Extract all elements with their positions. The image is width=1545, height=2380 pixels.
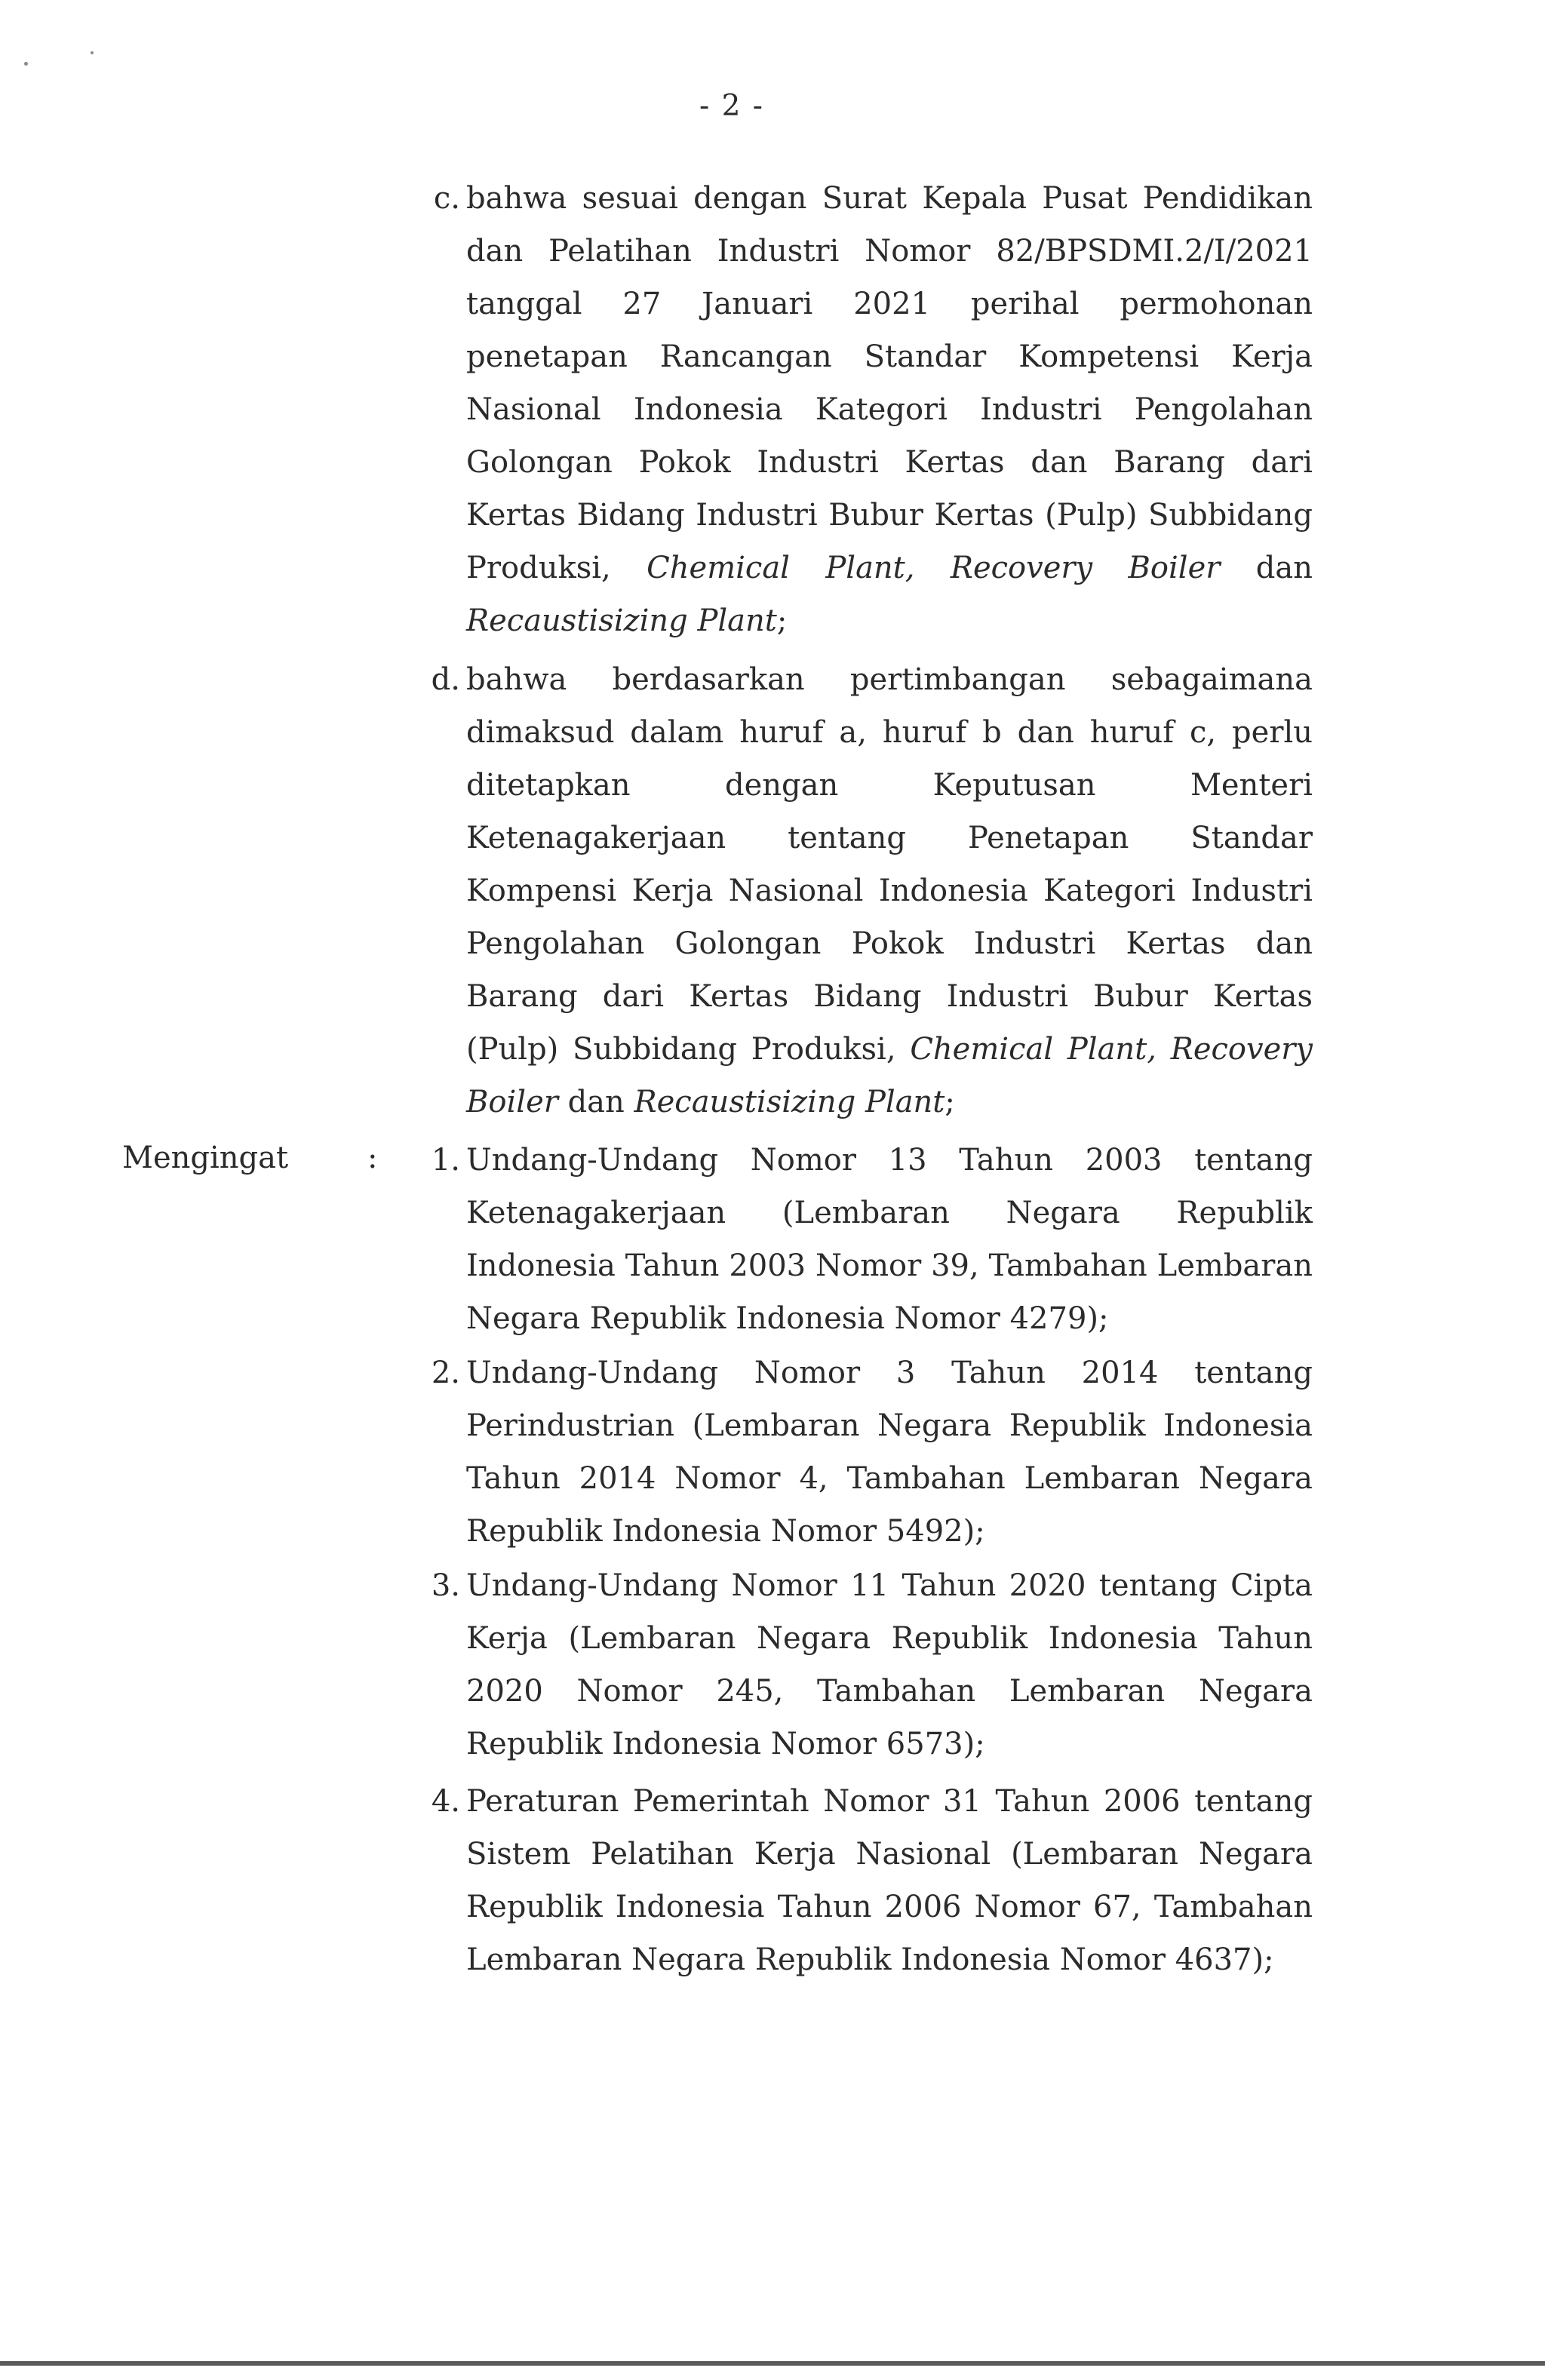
list-item: [407, 1347, 1313, 1558]
item-text: Peraturan Pemerintah Nomor 31 Tahun 2006 tentang Sistem Pelatihan Kerja Nasional (Lembaran Negara Republik Indonesia Tahun 2006 Nomor 67, Tambahan Lembaran Negara Republik Indonesia Nomor 4637);: [466, 1784, 1313, 1977]
list-item: [407, 1134, 1313, 1345]
page-number: - 2 -: [699, 89, 764, 123]
consideration-d: [407, 653, 1313, 1129]
item-text: Undang-Undang Nomor 3 Tahun 2014 tentang Perindustrian (Lembaran Negara Republik Indonesia Tahun 2014 Nomor 4, Tambahan Lembaran Negara Republik Indonesia Nomor 5492);: [466, 1356, 1313, 1549]
list-item: [407, 653, 1313, 1129]
law-item-2: [407, 1347, 1313, 1558]
item-marker: 1.: [431, 1143, 460, 1178]
mengingat-label: Mengingat: [122, 1141, 289, 1175]
list-item: [407, 1559, 1313, 1770]
item-text: Undang-Undang Nomor 11 Tahun 2020 tentang Cipta Kerja (Lembaran Negara Republik Indonesia Tahun 2020 Nomor 245, Tambahan Lembaran Negara Republik Indonesia Nomor 6573);: [466, 1568, 1313, 1761]
list-item: [407, 172, 1313, 647]
law-item-3: [407, 1559, 1313, 1770]
item-marker: c.: [433, 181, 460, 216]
item-marker: 4.: [431, 1784, 460, 1819]
scan-edge-line: [0, 2361, 1545, 2366]
list-item: [407, 1775, 1313, 1986]
item-marker: 2.: [431, 1356, 460, 1390]
scan-speck: [91, 51, 94, 54]
mengingat-colon: :: [367, 1141, 378, 1175]
item-text: bahwa berdasarkan pertimbangan sebagaimana dimaksud dalam huruf a, huruf b dan huruf c, perlu ditetapkan dengan Keputusan Menteri Ketenagakerjaan tentang Penetapan Standar Kompensi Kerja Nasional Indonesia Kategori Industri Pengolahan Golongan Pokok Industri Kertas dan Barang dari Kertas Bidang Industri Bubur Kertas (Pulp) Subbidang Produksi, Chemical Plant, Recovery Boiler dan Recaustisizing Plant;: [466, 662, 1313, 1119]
item-marker: d.: [431, 662, 460, 697]
consideration-c: [407, 172, 1313, 647]
item-text: Undang-Undang Nomor 13 Tahun 2003 tentang Ketenagakerjaan (Lembaran Negara Republik Indonesia Tahun 2003 Nomor 39, Tambahan Lembaran Negara Republik Indonesia Nomor 4279);: [466, 1143, 1313, 1336]
law-item-1: [407, 1134, 1313, 1345]
item-text: bahwa sesuai dengan Surat Kepala Pusat Pendidikan dan Pelatihan Industri Nomor 82/BPSDMI.2/I/2021 tanggal 27 Januari 2021 perihal permohonan penetapan Rancangan Standar Kompetensi Kerja Nasional Indonesia Kategori Industri Pengolahan Golongan Pokok Industri Kertas dan Barang dari Kertas Bidang Industri Bubur Kertas (Pulp) Subbidang Produksi, Chemical Plant, Recovery Boiler dan Recaustisizing Plant;: [466, 181, 1313, 638]
law-item-4: [407, 1775, 1313, 1986]
scan-speck: [24, 62, 28, 66]
item-marker: 3.: [431, 1568, 460, 1603]
